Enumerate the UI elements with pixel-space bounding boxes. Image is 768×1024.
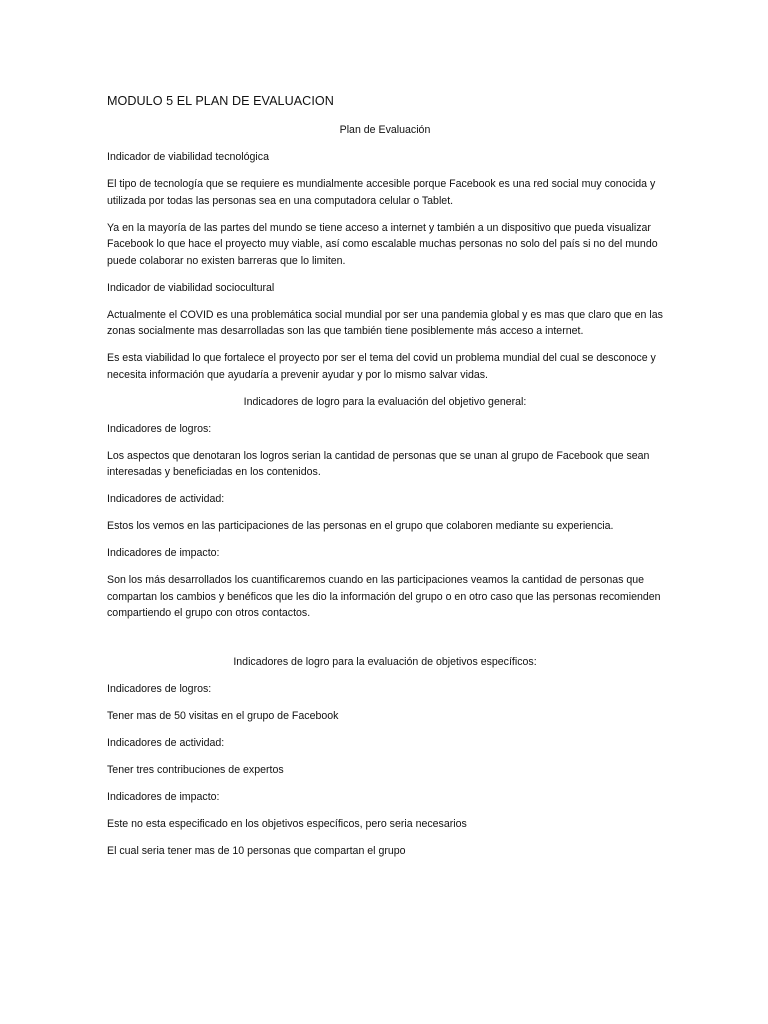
technological-viability-paragraph-2: Ya en la mayoría de las partes del mundo se tiene acceso a internet y también a un dispositivo que pueda visualizar Facebook lo que hace el proyecto muy viable, así como escalable muchas personas no solo del país si no del mundo puede colaborar no existen barreras que lo limiten. [107,221,658,267]
specific-actividad-label: Indicadores de actividad: [107,737,225,749]
general-logros-label: Indicadores de logros: [107,422,212,435]
specific-impacto-label: Indicadores de impacto: [107,791,220,803]
general-impacto-label: Indicadores de impacto: [107,547,220,559]
technological-viability-paragraph-1: El tipo de tecnología que se requiere es mundialmente accesible porque Facebook es una red social muy conocida y utilizada por todas las personas sea en una computadora celular o Tablet. [107,178,656,207]
sociocultural-viability-paragraph-2: Es esta viabilidad lo que fortalece el proyecto por ser el tema del covid un problema mundial del cual se desconoce y necesita información que ayudaría a prevenir ayudar y por lo mismo salvar vidas. [107,352,656,381]
specific-impacto-text-1: Este no esta especificado en los objetivos específicos, pero seria necesarios [107,818,467,830]
general-impacto-text: Son los más desarrollados los cuantificaremos cuando en las participaciones veamos la cantidad de personas que compartan los cambios y benéficos que les dio la información del grupo o en otro caso que las personas recomienden compartiendo el grupo con otros contactos. [107,574,661,619]
sociocultural-viability-paragraph-1: Actualmente el COVID es una problemática social mundial por ser una pandemia global y es mas que claro que en las zonas socialmente mas desarrolladas son las que también tiene posiblemente más acceso a internet. [107,308,663,337]
document-content [107,93,663,870]
specific-objectives-indicators-heading: Indicadores de logro para la evaluación de objetivos específicos: [233,656,537,668]
specific-impacto-text-2: El cual seria tener mas de 10 personas que compartan el grupo [107,845,406,857]
specific-logros-text: Tener mas de 50 visitas en el grupo de Facebook [107,710,339,722]
general-actividad-text: Estos los vemos en las participaciones de las personas en el grupo que colaboren mediante su experiencia. [107,520,614,532]
general-logros-text: Los aspectos que denotaran los logros serian la cantidad de personas que se unan al grupo de Facebook que sean interesadas y beneficiadas en los contenidos. [107,449,650,478]
general-actividad-label: Indicadores de actividad: [107,493,225,505]
document-title: MODULO 5 EL PLAN DE EVALUACION [107,94,334,108]
specific-logros-label: Indicadores de logros: [107,683,212,695]
document-subtitle: Plan de Evaluación [339,124,431,136]
section-heading-sociocultural-viability: Indicador de viabilidad sociocultural [107,281,275,294]
section-heading-technological-viability: Indicador de viabilidad tecnológica [107,151,269,163]
specific-actividad-text: Tener tres contribuciones de expertos [107,764,284,776]
section-spacer [107,632,663,654]
general-objective-indicators-heading: Indicadores de logro para la evaluación del objetivo general: [243,395,527,408]
